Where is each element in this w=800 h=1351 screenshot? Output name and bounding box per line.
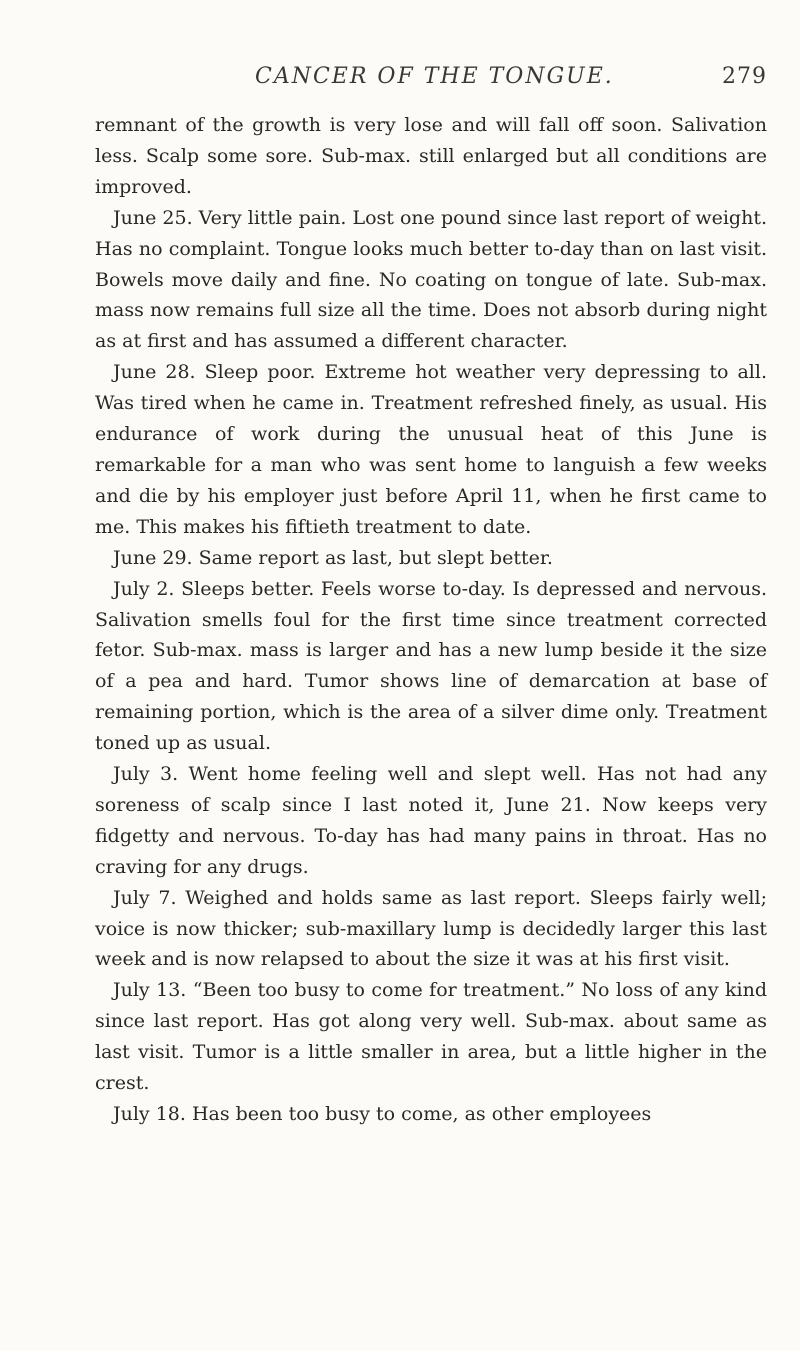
paragraph-june-25: June 25. Very little pain. Lost one pound since last report of weight. Has no complaint. Tongue looks much better to-day than on last visit. Bowels move daily and fine. No coating on tongue of late. Sub-max. mass now remains full size all the time. Does not absorb during night as at first and has assumed a different character. (95, 206, 767, 353)
book-page (95, 56, 767, 1130)
paragraph-june-29: June 29. Same report as last, but slept better. (113, 546, 553, 569)
page-header (95, 56, 767, 96)
body-text (95, 110, 767, 1130)
paragraph-july-13: July 13. “Been too busy to come for treatment.” No loss of any kind since last report. Has got along very well. Sub-max. about same as last visit. Tumor is a little smaller in area, but a little higher in the crest. (95, 979, 767, 1095)
paragraph-july-2: July 2. Sleeps better. Feels worse to-day. Is depressed and nervous. Salivation smells foul for the first time since treatment corrected fetor. Sub-max. mass is larger and has a new lump beside it the size of a pea and hard. Tumor shows line of demarcation at base of remaining portion, which is the area of a silver dime only. Treatment toned up as usual. (95, 577, 767, 755)
page-number: 279 (722, 64, 767, 89)
paragraph-july-18: July 18. Has been too busy to come, as other employees (113, 1103, 652, 1125)
paragraph-continuation: remnant of the growth is very lose and will fall off soon. Salivation less. Scalp some sore. Sub-max. still enlarged but all conditions are improved. (95, 114, 767, 198)
paragraph-june-28: June 28. Sleep poor. Extreme hot weather very depressing to all. Was tired when he came in. Treatment refreshed finely, as usual. His endurance of work during the unusual heat of this June is remarkable for a man who was sent home to languish a few weeks and die by his employer just before April 11, when he first came to me. This makes his fiftieth treatment to date. (95, 361, 767, 538)
running-title: CANCER OF THE TONGUE. (255, 64, 614, 89)
paragraph-july-7: July 7. Weighed and holds same as last report. Sleeps fairly well; voice is now thicker; sub-maxillary lump is decidedly larger this last week and is now relapsed to about the size it was at his first visit. (95, 886, 767, 971)
paragraph-july-3: July 3. Went home feeling well and slept well. Has not had any soreness of scalp since I last noted it, June 21. Now keeps very fidgetty and nervous. To-day has had many pains in throat. Has no craving for any drugs. (95, 763, 767, 878)
